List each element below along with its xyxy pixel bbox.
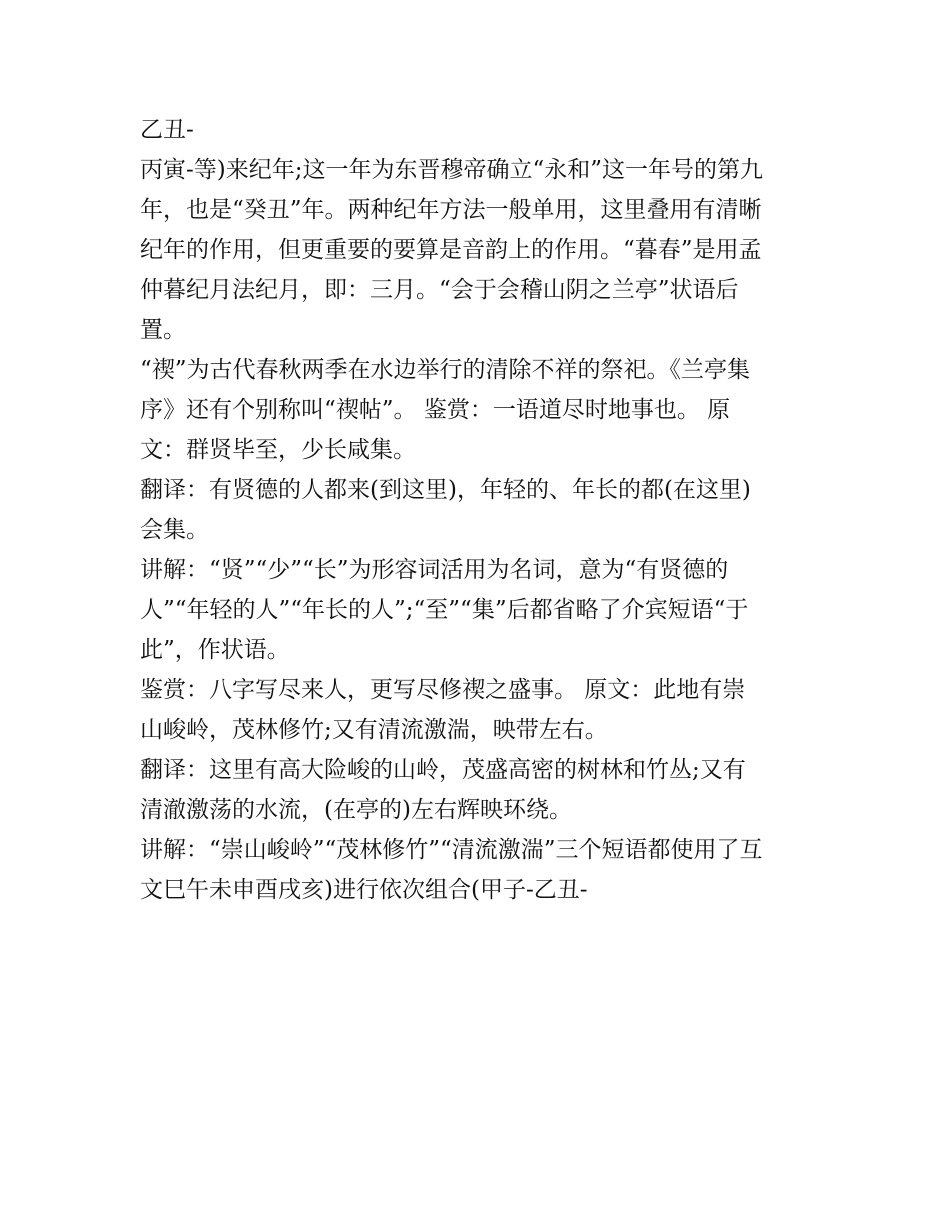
text-line: 鉴赏：八字写尽来人，更写尽修禊之盛事。 原文：此地有崇 [140,677,746,703]
text-line: 会集。 [140,517,209,543]
text-line: 翻译：这里有高大险峻的山岭，茂盛高密的树林和竹丛;又有 [140,757,746,783]
text-line: 置。 [140,317,186,343]
document-body [140,110,820,910]
text-line: 清澈激荡的水流，(在亭的)左右辉映环绕。 [140,797,572,823]
text-line: “禊”为古代春秋两季在水边举行的清除不祥的祭祀。《兰亭集 [140,357,751,383]
text-line: 翻译：有贤德的人都来(到这里)，年轻的、年长的都(在这里) [140,477,751,503]
text-line: 丙寅-等)来纪年;这一年为东晋穆帝确立“永和”这一年号的第九 [140,157,764,183]
text-line: 讲解：“贤”“少”“长”为形容词活用为名词，意为“有贤德的 [140,557,729,583]
text-line: 文：群贤毕至，少长咸集。 [140,437,416,463]
text-line: 年，也是“癸丑”年。两种纪年方法一般单用，这里叠用有清晰 [140,197,762,223]
text-line: 文巳午未申酉戌亥)进行依次组合(甲子-乙丑- [140,877,588,903]
text-line: 纪年的作用，但更重要的要算是音韵上的作用。“暮春”是用孟 [140,237,762,263]
text-line: 序》还有个别称叫“禊帖”。 鉴赏：一语道尽时地事也。 原 [140,397,731,423]
text-line: 山峻岭，茂林修竹;又有清流激湍，映带左右。 [140,717,608,743]
text-line: 讲解：“崇山峻岭”“茂林修竹”“清流激湍”三个短语都使用了互 [140,837,763,863]
text-line: 此”，作状语。 [140,637,290,663]
text-line: 仲暮纪月法纪月，即：三月。“会于会稽山阴之兰亭”状语后 [140,277,739,303]
text-line: 人”“年轻的人”“年长的人”;“至”“集”后都省略了介宾短语“于 [140,597,749,623]
text-line: 乙丑- [140,117,194,143]
